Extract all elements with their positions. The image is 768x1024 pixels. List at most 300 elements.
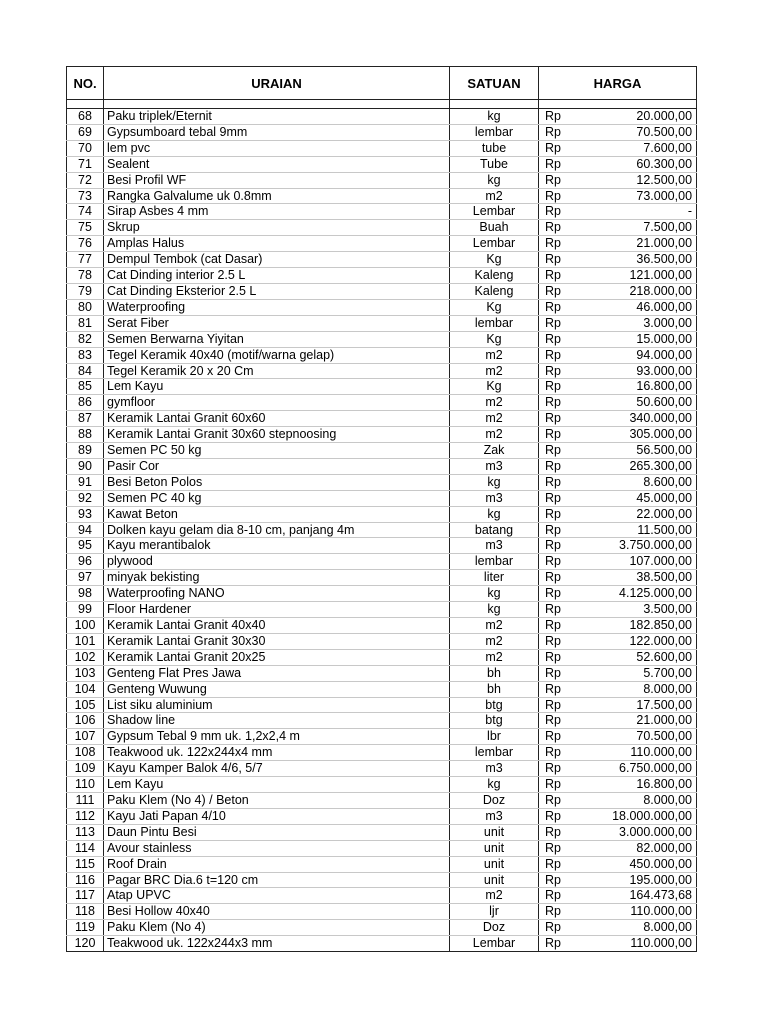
item-harga: 8.000,00 — [582, 920, 697, 936]
table-row — [67, 904, 697, 920]
item-no: 118 — [67, 904, 104, 920]
item-harga: 52.600,00 — [582, 649, 697, 665]
table-row — [67, 220, 697, 236]
item-currency: Rp — [539, 458, 582, 474]
item-currency: Rp — [539, 665, 582, 681]
item-no: 79 — [67, 283, 104, 299]
item-harga: 7.600,00 — [582, 140, 697, 156]
item-no: 97 — [67, 570, 104, 586]
table-row — [67, 713, 697, 729]
item-harga: 107.000,00 — [582, 554, 697, 570]
item-currency: Rp — [539, 156, 582, 172]
header-harga: HARGA — [539, 67, 697, 100]
item-uraian: Kayu merantibalok — [104, 538, 450, 554]
item-satuan: Zak — [450, 443, 539, 459]
item-satuan: m2 — [450, 395, 539, 411]
item-satuan: m2 — [450, 649, 539, 665]
item-no: 95 — [67, 538, 104, 554]
item-harga: 38.500,00 — [582, 570, 697, 586]
item-no: 114 — [67, 840, 104, 856]
item-satuan: ljr — [450, 904, 539, 920]
item-uraian: Dolken kayu gelam dia 8-10 cm, panjang 4m — [104, 522, 450, 538]
item-harga: 56.500,00 — [582, 443, 697, 459]
item-uraian: Rangka Galvalume uk 0.8mm — [104, 188, 450, 204]
item-satuan: m3 — [450, 490, 539, 506]
table-row — [67, 427, 697, 443]
item-harga: 60.300,00 — [582, 156, 697, 172]
item-harga: 450.000,00 — [582, 856, 697, 872]
item-uraian: Besi Beton Polos — [104, 474, 450, 490]
item-currency: Rp — [539, 140, 582, 156]
item-satuan: lembar — [450, 315, 539, 331]
item-satuan: tube — [450, 140, 539, 156]
item-harga: 4.125.000,00 — [582, 586, 697, 602]
item-harga: 7.500,00 — [582, 220, 697, 236]
item-harga: 17.500,00 — [582, 697, 697, 713]
item-currency: Rp — [539, 109, 582, 125]
item-currency: Rp — [539, 506, 582, 522]
item-uraian: Tegel Keramik 40x40 (motif/warna gelap) — [104, 347, 450, 363]
item-harga: 70.500,00 — [582, 729, 697, 745]
item-no: 71 — [67, 156, 104, 172]
item-uraian: Waterproofing NANO — [104, 586, 450, 602]
item-no: 86 — [67, 395, 104, 411]
item-currency: Rp — [539, 490, 582, 506]
item-currency: Rp — [539, 586, 582, 602]
item-currency: Rp — [539, 124, 582, 140]
item-harga: 3.000,00 — [582, 315, 697, 331]
table-row — [67, 252, 697, 268]
item-uraian: Kayu Jati Papan 4/10 — [104, 808, 450, 824]
item-uraian: Gypsumboard tebal 9mm — [104, 124, 450, 140]
item-uraian: Genteng Wuwung — [104, 681, 450, 697]
item-harga: 16.800,00 — [582, 379, 697, 395]
item-uraian: Paku Klem (No 4) — [104, 920, 450, 936]
item-uraian: Semen PC 50 kg — [104, 443, 450, 459]
item-harga: 70.500,00 — [582, 124, 697, 140]
item-currency: Rp — [539, 427, 582, 443]
item-uraian: Lem Kayu — [104, 379, 450, 395]
item-satuan: kg — [450, 506, 539, 522]
item-satuan: unit — [450, 872, 539, 888]
item-uraian: Pasir Cor — [104, 458, 450, 474]
item-currency: Rp — [539, 872, 582, 888]
item-no: 113 — [67, 824, 104, 840]
item-no: 119 — [67, 920, 104, 936]
item-satuan: btg — [450, 697, 539, 713]
item-uraian: Avour stainless — [104, 840, 450, 856]
item-currency: Rp — [539, 411, 582, 427]
item-harga: 82.000,00 — [582, 840, 697, 856]
item-no: 90 — [67, 458, 104, 474]
item-uraian: Keramik Lantai Granit 40x40 — [104, 618, 450, 634]
item-currency: Rp — [539, 920, 582, 936]
item-currency: Rp — [539, 236, 582, 252]
item-currency: Rp — [539, 602, 582, 618]
item-currency: Rp — [539, 268, 582, 284]
item-harga: 110.000,00 — [582, 936, 697, 952]
item-harga: 20.000,00 — [582, 109, 697, 125]
spacer-row — [67, 100, 697, 109]
item-currency: Rp — [539, 299, 582, 315]
table-row — [67, 172, 697, 188]
item-no: 84 — [67, 363, 104, 379]
item-harga: 94.000,00 — [582, 347, 697, 363]
item-harga: 305.000,00 — [582, 427, 697, 443]
item-satuan: m3 — [450, 538, 539, 554]
item-no: 96 — [67, 554, 104, 570]
item-no: 99 — [67, 602, 104, 618]
item-no: 93 — [67, 506, 104, 522]
item-currency: Rp — [539, 220, 582, 236]
table-row — [67, 395, 697, 411]
table-row — [67, 474, 697, 490]
item-satuan: m2 — [450, 347, 539, 363]
item-currency: Rp — [539, 856, 582, 872]
item-no: 87 — [67, 411, 104, 427]
item-uraian: Serat Fiber — [104, 315, 450, 331]
table-row — [67, 586, 697, 602]
item-currency: Rp — [539, 331, 582, 347]
item-no: 70 — [67, 140, 104, 156]
item-satuan: kg — [450, 474, 539, 490]
item-currency: Rp — [539, 633, 582, 649]
item-harga: 21.000,00 — [582, 713, 697, 729]
item-no: 88 — [67, 427, 104, 443]
item-satuan: lbr — [450, 729, 539, 745]
item-satuan: Kg — [450, 331, 539, 347]
item-currency: Rp — [539, 761, 582, 777]
item-harga: 3.750.000,00 — [582, 538, 697, 554]
item-no: 100 — [67, 618, 104, 634]
item-no: 105 — [67, 697, 104, 713]
table-row — [67, 602, 697, 618]
item-currency: Rp — [539, 824, 582, 840]
table-row — [67, 856, 697, 872]
table-row — [67, 236, 697, 252]
item-no: 112 — [67, 808, 104, 824]
table-row — [67, 840, 697, 856]
item-uraian: Skrup — [104, 220, 450, 236]
table-row — [67, 729, 697, 745]
item-uraian: lem pvc — [104, 140, 450, 156]
item-currency: Rp — [539, 681, 582, 697]
item-currency: Rp — [539, 347, 582, 363]
item-harga: 182.850,00 — [582, 618, 697, 634]
item-uraian: Atap UPVC — [104, 888, 450, 904]
item-no: 92 — [67, 490, 104, 506]
item-harga: 93.000,00 — [582, 363, 697, 379]
item-uraian: Keramik Lantai Granit 30x30 — [104, 633, 450, 649]
item-no: 120 — [67, 936, 104, 952]
item-harga: 73.000,00 — [582, 188, 697, 204]
item-harga: 8.000,00 — [582, 792, 697, 808]
item-satuan: Kaleng — [450, 283, 539, 299]
item-harga: 36.500,00 — [582, 252, 697, 268]
item-uraian: Keramik Lantai Granit 60x60 — [104, 411, 450, 427]
item-uraian: Waterproofing — [104, 299, 450, 315]
table-row — [67, 745, 697, 761]
item-satuan: m2 — [450, 363, 539, 379]
item-uraian: List siku aluminium — [104, 697, 450, 713]
table-row — [67, 458, 697, 474]
item-harga: 21.000,00 — [582, 236, 697, 252]
item-currency: Rp — [539, 554, 582, 570]
item-no: 108 — [67, 745, 104, 761]
table-row — [67, 570, 697, 586]
table-row — [67, 665, 697, 681]
item-no: 81 — [67, 315, 104, 331]
table-row — [67, 808, 697, 824]
item-no: 111 — [67, 792, 104, 808]
item-uraian: Besi Profil WF — [104, 172, 450, 188]
table-row — [67, 268, 697, 284]
item-harga: 3.500,00 — [582, 602, 697, 618]
item-harga: 5.700,00 — [582, 665, 697, 681]
item-harga: 45.000,00 — [582, 490, 697, 506]
item-uraian: minyak bekisting — [104, 570, 450, 586]
item-no: 94 — [67, 522, 104, 538]
item-no: 104 — [67, 681, 104, 697]
item-uraian: Kawat Beton — [104, 506, 450, 522]
table-row — [67, 490, 697, 506]
item-satuan: Kg — [450, 252, 539, 268]
item-currency: Rp — [539, 570, 582, 586]
table-row — [67, 204, 697, 220]
item-satuan: Lembar — [450, 936, 539, 952]
item-uraian: Cat Dinding interior 2.5 L — [104, 268, 450, 284]
item-harga: 164.473,68 — [582, 888, 697, 904]
item-harga: 50.600,00 — [582, 395, 697, 411]
item-uraian: Kayu Kamper Balok 4/6, 5/7 — [104, 761, 450, 777]
item-currency: Rp — [539, 729, 582, 745]
item-currency: Rp — [539, 443, 582, 459]
item-uraian: Sirap Asbes 4 mm — [104, 204, 450, 220]
item-no: 83 — [67, 347, 104, 363]
item-satuan: m3 — [450, 458, 539, 474]
item-satuan: kg — [450, 602, 539, 618]
item-no: 76 — [67, 236, 104, 252]
item-harga: 18.000.000,00 — [582, 808, 697, 824]
item-harga: 195.000,00 — [582, 872, 697, 888]
item-no: 69 — [67, 124, 104, 140]
item-satuan: bh — [450, 681, 539, 697]
item-no: 77 — [67, 252, 104, 268]
item-harga: 218.000,00 — [582, 283, 697, 299]
item-satuan: Tube — [450, 156, 539, 172]
item-satuan: m2 — [450, 618, 539, 634]
item-currency: Rp — [539, 745, 582, 761]
item-harga: 110.000,00 — [582, 904, 697, 920]
item-currency: Rp — [539, 538, 582, 554]
item-uraian: Lem Kayu — [104, 777, 450, 793]
item-no: 103 — [67, 665, 104, 681]
table-row — [67, 379, 697, 395]
table-row — [67, 792, 697, 808]
table-row — [67, 618, 697, 634]
table-row — [67, 633, 697, 649]
item-harga: - — [582, 204, 697, 220]
item-no: 72 — [67, 172, 104, 188]
item-uraian: Semen Berwarna Yiyitan — [104, 331, 450, 347]
item-no: 82 — [67, 331, 104, 347]
table-row — [67, 299, 697, 315]
header-no: NO. — [67, 67, 104, 100]
item-uraian: Teakwood uk. 122x244x3 mm — [104, 936, 450, 952]
item-currency: Rp — [539, 188, 582, 204]
table-row — [67, 506, 697, 522]
item-uraian: Amplas Halus — [104, 236, 450, 252]
table-row — [67, 124, 697, 140]
item-uraian: Gypsum Tebal 9 mm uk. 1,2x2,4 m — [104, 729, 450, 745]
table-row — [67, 522, 697, 538]
table-row — [67, 443, 697, 459]
item-satuan: Doz — [450, 792, 539, 808]
item-currency: Rp — [539, 283, 582, 299]
item-satuan: liter — [450, 570, 539, 586]
item-currency: Rp — [539, 888, 582, 904]
item-harga: 11.500,00 — [582, 522, 697, 538]
item-currency: Rp — [539, 792, 582, 808]
item-currency: Rp — [539, 379, 582, 395]
item-uraian: Tegel Keramik 20 x 20 Cm — [104, 363, 450, 379]
item-currency: Rp — [539, 697, 582, 713]
header-satuan: SATUAN — [450, 67, 539, 100]
item-no: 91 — [67, 474, 104, 490]
item-satuan: m3 — [450, 808, 539, 824]
item-currency: Rp — [539, 777, 582, 793]
item-harga: 110.000,00 — [582, 745, 697, 761]
table-row — [67, 936, 697, 952]
item-harga: 121.000,00 — [582, 268, 697, 284]
item-no: 106 — [67, 713, 104, 729]
item-uraian: Sealent — [104, 156, 450, 172]
table-body — [67, 100, 697, 952]
table-row — [67, 347, 697, 363]
item-uraian: Roof Drain — [104, 856, 450, 872]
item-currency: Rp — [539, 904, 582, 920]
item-satuan: m2 — [450, 633, 539, 649]
item-harga: 8.000,00 — [582, 681, 697, 697]
item-satuan: Kaleng — [450, 268, 539, 284]
price-table — [66, 66, 697, 952]
item-currency: Rp — [539, 252, 582, 268]
table-row — [67, 554, 697, 570]
item-uraian: Dempul Tembok (cat Dasar) — [104, 252, 450, 268]
item-harga: 122.000,00 — [582, 633, 697, 649]
table-row — [67, 363, 697, 379]
item-no: 68 — [67, 109, 104, 125]
table-row — [67, 140, 697, 156]
table-row — [67, 283, 697, 299]
item-uraian: Pagar BRC Dia.6 t=120 cm — [104, 872, 450, 888]
item-uraian: Cat Dinding Eksterior 2.5 L — [104, 283, 450, 299]
item-no: 98 — [67, 586, 104, 602]
item-currency: Rp — [539, 395, 582, 411]
item-currency: Rp — [539, 713, 582, 729]
item-harga: 340.000,00 — [582, 411, 697, 427]
table-row — [67, 872, 697, 888]
item-no: 102 — [67, 649, 104, 665]
item-no: 89 — [67, 443, 104, 459]
item-currency: Rp — [539, 474, 582, 490]
item-no: 110 — [67, 777, 104, 793]
table-row — [67, 109, 697, 125]
item-uraian: Daun Pintu Besi — [104, 824, 450, 840]
item-satuan: Doz — [450, 920, 539, 936]
item-harga: 12.500,00 — [582, 172, 697, 188]
item-no: 85 — [67, 379, 104, 395]
item-harga: 6.750.000,00 — [582, 761, 697, 777]
item-uraian: Keramik Lantai Granit 20x25 — [104, 649, 450, 665]
item-satuan: lembar — [450, 745, 539, 761]
table-row — [67, 649, 697, 665]
item-uraian: plywood — [104, 554, 450, 570]
item-currency: Rp — [539, 363, 582, 379]
item-currency: Rp — [539, 204, 582, 220]
item-satuan: btg — [450, 713, 539, 729]
item-uraian: Keramik Lantai Granit 30x60 stepnoosing — [104, 427, 450, 443]
item-satuan: unit — [450, 840, 539, 856]
item-no: 101 — [67, 633, 104, 649]
item-no: 116 — [67, 872, 104, 888]
item-harga: 8.600,00 — [582, 474, 697, 490]
header-uraian: URAIAN — [104, 67, 450, 100]
item-no: 115 — [67, 856, 104, 872]
item-satuan: unit — [450, 824, 539, 840]
item-currency: Rp — [539, 649, 582, 665]
item-satuan: unit — [450, 856, 539, 872]
item-no: 117 — [67, 888, 104, 904]
item-uraian: Semen PC 40 kg — [104, 490, 450, 506]
item-no: 73 — [67, 188, 104, 204]
item-harga: 22.000,00 — [582, 506, 697, 522]
item-currency: Rp — [539, 172, 582, 188]
item-no: 78 — [67, 268, 104, 284]
item-uraian: Paku Klem (No 4) / Beton — [104, 792, 450, 808]
item-satuan: m3 — [450, 761, 539, 777]
item-uraian: gymfloor — [104, 395, 450, 411]
table-row — [67, 761, 697, 777]
item-satuan: kg — [450, 109, 539, 125]
item-satuan: lembar — [450, 554, 539, 570]
item-satuan: kg — [450, 172, 539, 188]
table-row — [67, 538, 697, 554]
item-currency: Rp — [539, 840, 582, 856]
table-row — [67, 681, 697, 697]
item-harga: 16.800,00 — [582, 777, 697, 793]
item-currency: Rp — [539, 315, 582, 331]
item-satuan: kg — [450, 586, 539, 602]
table-row — [67, 331, 697, 347]
item-uraian: Genteng Flat Pres Jawa — [104, 665, 450, 681]
item-no: 75 — [67, 220, 104, 236]
item-satuan: m2 — [450, 427, 539, 443]
item-currency: Rp — [539, 522, 582, 538]
item-harga: 15.000,00 — [582, 331, 697, 347]
item-uraian: Paku triplek/Eternit — [104, 109, 450, 125]
item-satuan: kg — [450, 777, 539, 793]
item-satuan: Lembar — [450, 204, 539, 220]
item-satuan: m2 — [450, 888, 539, 904]
table-row — [67, 156, 697, 172]
item-satuan: Kg — [450, 299, 539, 315]
item-no: 107 — [67, 729, 104, 745]
item-harga: 265.300,00 — [582, 458, 697, 474]
item-uraian: Besi Hollow 40x40 — [104, 904, 450, 920]
item-uraian: Floor Hardener — [104, 602, 450, 618]
item-satuan: m2 — [450, 411, 539, 427]
